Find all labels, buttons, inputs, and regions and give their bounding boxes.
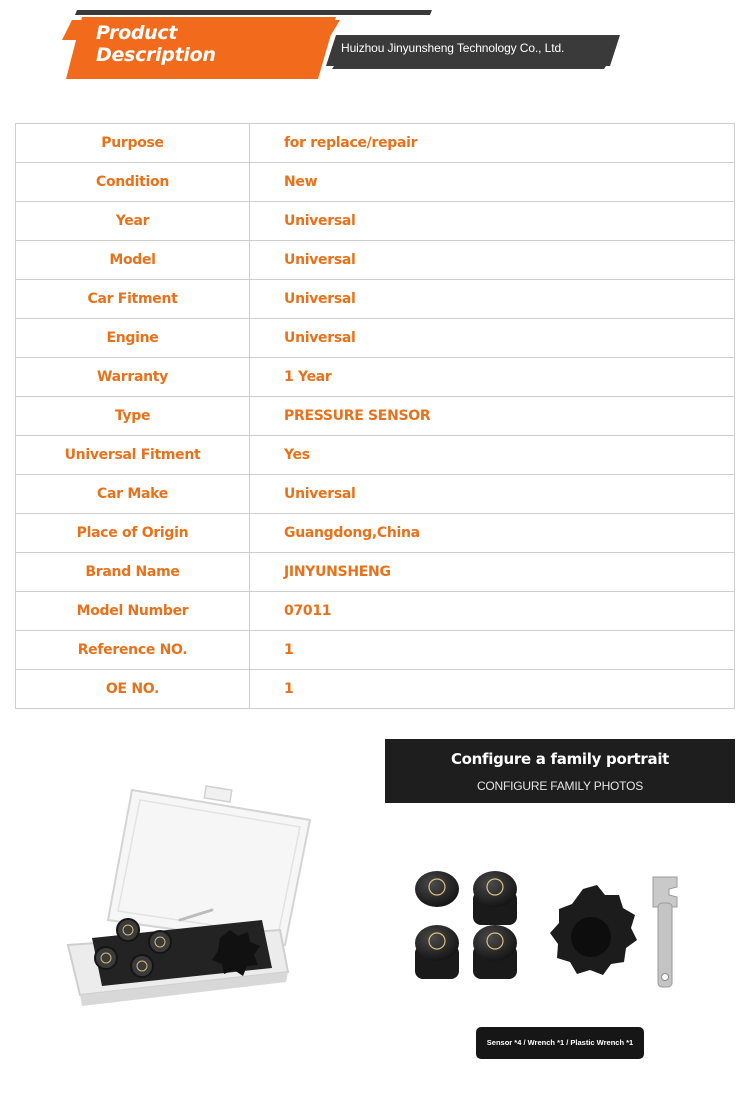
tire-sensor-icon [149, 931, 171, 953]
spec-value: Universal [250, 241, 735, 280]
company-name: Huizhou Jinyunsheng Technology Co., Ltd. [341, 41, 565, 55]
spec-value: Yes [250, 436, 735, 475]
tire-sensor-icon [415, 871, 459, 907]
tire-sensor-icon [131, 955, 153, 977]
product-box-photo [40, 770, 340, 1030]
spec-key: Car Make [16, 475, 250, 514]
spec-value: Universal [250, 319, 735, 358]
spec-key: Universal Fitment [16, 436, 250, 475]
tire-sensor-icon [473, 925, 517, 979]
spec-value: Universal [250, 475, 735, 514]
spec-key: OE NO. [16, 670, 250, 709]
spec-key: Purpose [16, 124, 250, 163]
spec-key: Year [16, 202, 250, 241]
family-portrait-header [385, 739, 735, 803]
spec-value: 1 [250, 670, 735, 709]
spec-key: Condition [16, 163, 250, 202]
spec-value: 07011 [250, 592, 735, 631]
table-row [16, 319, 735, 358]
banner-title-line2: Description [96, 44, 216, 66]
family-title: Configure a family portrait [450, 750, 670, 768]
spec-value: New [250, 163, 735, 202]
tire-sensor-icon [117, 919, 139, 941]
spec-key: Engine [16, 319, 250, 358]
spec-key: Reference NO. [16, 631, 250, 670]
spec-value: JINYUNSHENG [250, 553, 735, 592]
table-row [16, 397, 735, 436]
tire-sensor-icon [415, 925, 459, 979]
spec-key: Brand Name [16, 553, 250, 592]
banner-title [96, 22, 216, 66]
wrench-icon [653, 877, 677, 987]
spec-key: Warranty [16, 358, 250, 397]
tire-sensor-icon [473, 871, 517, 925]
header-banner [0, 0, 750, 100]
spec-key: Type [16, 397, 250, 436]
family-subtitle: CONFIGURE FAMILY PHOTOS [476, 779, 644, 793]
spec-value: Universal [250, 202, 735, 241]
spec-value: Guangdong,China [250, 514, 735, 553]
spec-key: Model [16, 241, 250, 280]
table-row [16, 592, 735, 631]
spec-value: 1 [250, 631, 735, 670]
plastic-wrench-icon [550, 885, 637, 975]
tire-sensor-icon [95, 947, 117, 969]
product-family-photo [395, 855, 735, 1005]
table-row [16, 475, 735, 514]
table-row [16, 202, 735, 241]
spec-value: Universal [250, 280, 735, 319]
banner-title-line1: Product [96, 22, 178, 44]
table-row [16, 553, 735, 592]
table-row [16, 241, 735, 280]
table-row [16, 436, 735, 475]
table-row [16, 280, 735, 319]
table-row [16, 358, 735, 397]
spec-table [15, 123, 735, 709]
contents-caption: Sensor *4 / Wrench *1 / Plastic Wrench *1 [476, 1027, 644, 1059]
table-row [16, 670, 735, 709]
spec-value: 1 Year [250, 358, 735, 397]
spec-key: Model Number [16, 592, 250, 631]
spec-key: Car Fitment [16, 280, 250, 319]
spec-value: PRESSURE SENSOR [250, 397, 735, 436]
table-row [16, 514, 735, 553]
table-row [16, 631, 735, 670]
spec-key: Place of Origin [16, 514, 250, 553]
table-row [16, 163, 735, 202]
table-row [16, 124, 735, 163]
spec-value: for replace/repair [250, 124, 735, 163]
